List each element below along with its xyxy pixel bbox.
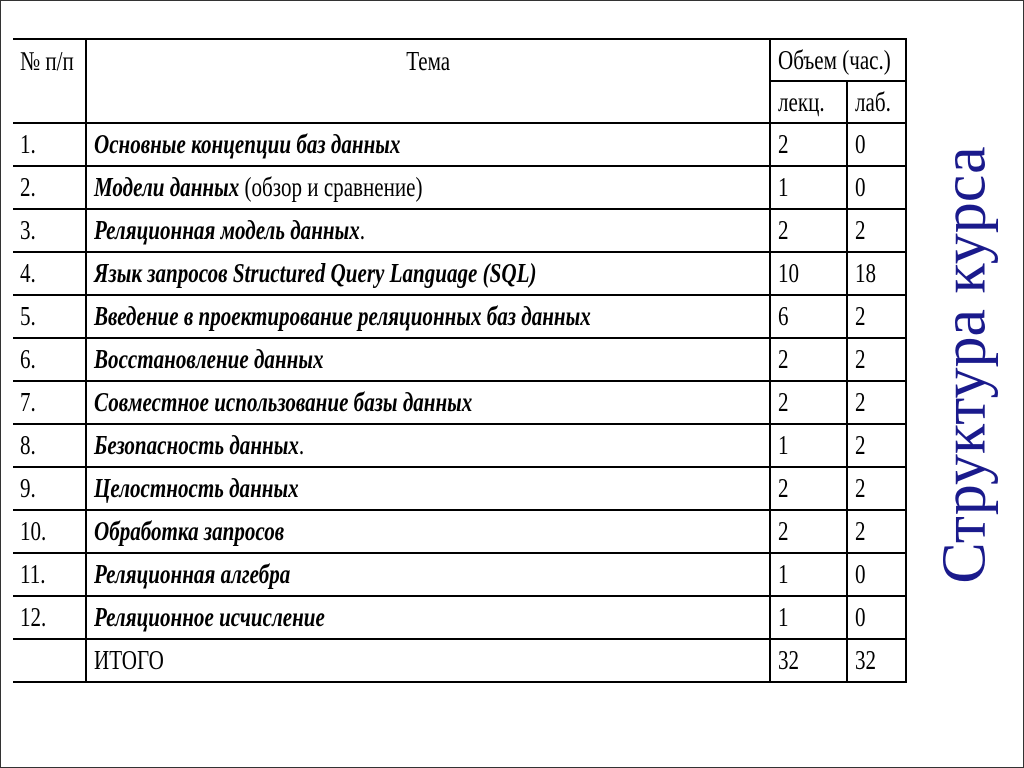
row-lectures-cell xyxy=(770,596,848,639)
header-volume-label: Объем (час.) xyxy=(777,44,891,75)
topic-title: Реляционное исчисление xyxy=(94,602,326,632)
row-topic-cell xyxy=(86,467,769,510)
row-lectures-cell xyxy=(770,424,848,467)
row-number-cell xyxy=(13,381,86,424)
row-number-cell xyxy=(13,596,86,639)
row-topic-cell xyxy=(86,209,769,252)
topic-title: Восстановление данных xyxy=(94,344,324,374)
header-lectures-cell xyxy=(770,81,848,123)
total-lab-hours: 32 xyxy=(855,645,877,675)
row-number-cell xyxy=(13,209,86,252)
row-number-cell xyxy=(13,252,86,295)
row-number-cell xyxy=(13,510,86,553)
row-number-cell xyxy=(13,123,86,166)
table-row xyxy=(13,553,906,596)
table-row xyxy=(13,596,906,639)
row-labs-cell xyxy=(847,424,906,467)
row-number: 2. xyxy=(20,172,36,202)
row-lectures-cell xyxy=(770,123,848,166)
row-topic-cell xyxy=(86,510,769,553)
topic-title: Модели данных xyxy=(94,172,240,202)
lecture-hours: 2 xyxy=(777,387,789,417)
table-row xyxy=(13,123,906,166)
topic-title: Реляционная модель данных xyxy=(94,215,361,245)
lab-hours: 2 xyxy=(855,344,866,374)
slide-title: Структура курса xyxy=(930,146,999,584)
total-labs-cell xyxy=(847,639,906,682)
total-row xyxy=(13,639,906,682)
row-number-cell xyxy=(13,295,86,338)
total-lecture-hours: 32 xyxy=(777,645,799,675)
lecture-hours: 1 xyxy=(777,172,789,202)
topic-note: (обзор и сравнение) xyxy=(239,172,423,202)
row-topic-cell xyxy=(86,424,769,467)
row-labs-cell xyxy=(847,123,906,166)
lecture-hours: 2 xyxy=(777,129,789,159)
total-lectures-cell xyxy=(770,639,848,682)
lab-hours: 2 xyxy=(855,473,866,503)
row-labs-cell xyxy=(847,209,906,252)
topic-title: Введение в проектирование реляционных баз данных xyxy=(94,301,592,331)
row-labs-cell xyxy=(847,166,906,209)
lecture-hours: 1 xyxy=(777,430,789,460)
row-lectures-cell xyxy=(770,338,848,381)
row-labs-cell xyxy=(847,252,906,295)
row-topic-cell xyxy=(86,295,769,338)
topic-title: Реляционная алгебра xyxy=(94,559,291,589)
row-labs-cell xyxy=(847,295,906,338)
row-topic-cell xyxy=(86,166,769,209)
row-labs-cell xyxy=(847,338,906,381)
lab-hours: 0 xyxy=(855,172,866,202)
lecture-hours: 6 xyxy=(777,301,789,331)
row-number: 9. xyxy=(20,473,36,503)
row-number: 5. xyxy=(20,301,36,331)
row-number-cell xyxy=(13,166,86,209)
topic-title: Язык запросов Structured Query Language (SQL) xyxy=(94,258,537,288)
row-topic-cell xyxy=(86,123,769,166)
lab-hours: 0 xyxy=(855,602,866,632)
header-number-label: № п/п xyxy=(20,46,74,76)
row-lectures-cell xyxy=(770,510,848,553)
topic-note: . xyxy=(360,215,366,245)
table-row xyxy=(13,295,906,338)
row-topic-cell xyxy=(86,596,769,639)
lab-hours: 2 xyxy=(855,387,866,417)
row-labs-cell xyxy=(847,510,906,553)
header-volume-cell xyxy=(770,39,906,81)
row-lectures-cell xyxy=(770,166,848,209)
table-row xyxy=(13,381,906,424)
row-labs-cell xyxy=(847,596,906,639)
row-number: 8. xyxy=(20,430,36,460)
lecture-hours: 2 xyxy=(777,344,789,374)
row-topic-cell xyxy=(86,553,769,596)
topic-title: Совместное использование базы данных xyxy=(94,387,473,417)
row-number-cell xyxy=(13,467,86,510)
total-label-cell xyxy=(86,639,769,682)
header-number-cell xyxy=(13,39,86,123)
table-row xyxy=(13,252,906,295)
row-lectures-cell xyxy=(770,381,848,424)
row-lectures-cell xyxy=(770,209,848,252)
table-row xyxy=(13,424,906,467)
lab-hours: 18 xyxy=(855,258,877,288)
lecture-hours: 1 xyxy=(777,559,789,589)
lecture-hours: 1 xyxy=(777,602,789,632)
table-row xyxy=(13,166,906,209)
row-labs-cell xyxy=(847,381,906,424)
header-row xyxy=(13,39,906,81)
lecture-hours: 2 xyxy=(777,516,789,546)
lab-hours: 0 xyxy=(855,129,866,159)
row-number-cell xyxy=(13,338,86,381)
header-topic-label: Тема xyxy=(405,46,450,76)
course-structure-table xyxy=(13,38,907,683)
header-labs-cell xyxy=(847,81,906,123)
lecture-hours: 2 xyxy=(777,473,789,503)
row-topic-cell xyxy=(86,381,769,424)
lab-hours: 0 xyxy=(855,559,866,589)
total-number-cell xyxy=(13,639,86,682)
topic-title: Безопасность данных xyxy=(94,430,300,460)
topic-title: Целостность данных xyxy=(94,473,299,503)
row-labs-cell xyxy=(847,553,906,596)
lab-hours: 2 xyxy=(855,430,866,460)
lab-hours: 2 xyxy=(855,215,866,245)
row-number: 11. xyxy=(20,559,46,589)
total-label: ИТОГО xyxy=(94,645,165,675)
lab-hours: 2 xyxy=(855,301,866,331)
row-lectures-cell xyxy=(770,553,848,596)
row-lectures-cell xyxy=(770,252,848,295)
topic-note: . xyxy=(299,430,305,460)
table-row xyxy=(13,467,906,510)
row-number: 7. xyxy=(20,387,36,417)
row-number-cell xyxy=(13,424,86,467)
row-labs-cell xyxy=(847,467,906,510)
row-topic-cell xyxy=(86,252,769,295)
row-number: 4. xyxy=(20,258,36,288)
lab-hours: 2 xyxy=(855,516,866,546)
lecture-hours: 2 xyxy=(777,215,789,245)
header-lectures-label: лекц. xyxy=(777,86,825,117)
row-number-cell xyxy=(13,553,86,596)
row-lectures-cell xyxy=(770,467,848,510)
row-topic-cell xyxy=(86,338,769,381)
lecture-hours: 10 xyxy=(777,258,799,288)
topic-title: Обработка запросов xyxy=(94,516,285,546)
header-topic-cell xyxy=(86,39,769,123)
table-row xyxy=(13,209,906,252)
header-labs-label: лаб. xyxy=(855,86,891,117)
row-number: 12. xyxy=(20,602,47,632)
table-row xyxy=(13,338,906,381)
row-number: 3. xyxy=(20,215,36,245)
row-number: 1. xyxy=(20,129,36,159)
topic-title: Основные концепции баз данных xyxy=(94,129,401,159)
row-number: 10. xyxy=(20,516,47,546)
row-number: 6. xyxy=(20,344,36,374)
row-lectures-cell xyxy=(770,295,848,338)
table-row xyxy=(13,510,906,553)
